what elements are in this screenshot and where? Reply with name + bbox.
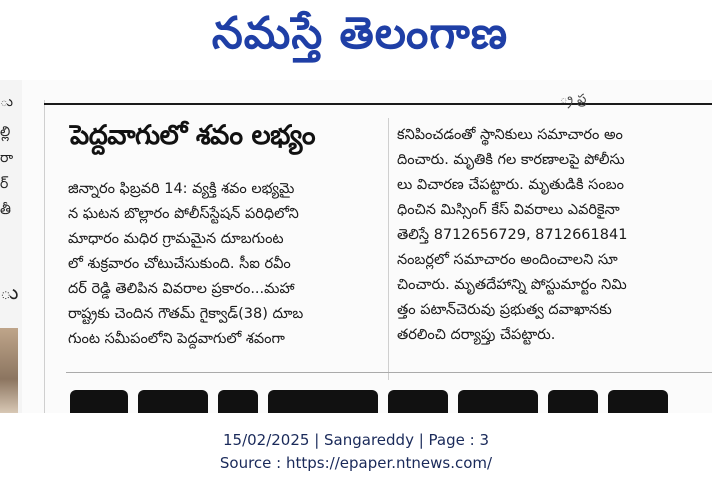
text-line: మాధారం మధిర గ్రామమైన దూబగుంట — [68, 231, 284, 247]
text-line: గుంట సమీపంలోని పెద్దవాగులో శవంగా — [68, 331, 285, 347]
article-bottom-rule — [66, 372, 712, 373]
fragment-text: రా — [0, 150, 14, 166]
text-line: దించారు. మృతికి గల కారణాలపై పోలీసు — [397, 152, 625, 168]
photo-fragment — [0, 328, 18, 413]
text-line: లు విచారణ చేపట్టారు. మృతుడికి సంబం — [397, 177, 624, 193]
text-line: తెలిస్తే 8712656729, 8712661841 — [397, 227, 628, 243]
text-line: త్తం పటాన్‌చెరువు ప్రభుత్వ దవాఖానకు — [397, 302, 612, 318]
next-article-headline-cropped — [70, 390, 710, 413]
column-divider — [44, 100, 45, 413]
top-fragment-text: ్ర ఫ్ర — [560, 92, 587, 107]
text-line: చించారు. మృతదేహాన్ని పోస్టుమార్టం నిమి — [397, 277, 627, 293]
text-line: న ఘటన బొల్లారం పోలీస్‌స్టేషన్ పరిధిలోని — [68, 206, 299, 222]
article-column-2 — [397, 123, 702, 348]
text-line: జిన్నారం ఫిబ్రవరి 14: వ్యక్తి శవం లభ్యమై — [68, 181, 295, 197]
fragment-text: ు — [0, 280, 19, 304]
newspaper-logo: నమస్తే తెలంగాణ — [211, 8, 509, 59]
caption-source-line: Source : https://epaper.ntnews.com/ — [219, 454, 493, 472]
section-rule — [44, 103, 712, 105]
left-column-fragment — [0, 80, 22, 413]
text-line: తరలించి దర్యాప్తు చేపట్టారు. — [397, 327, 556, 343]
article-column-1 — [68, 177, 380, 352]
caption-footer — [0, 413, 712, 493]
newspaper-clipping — [0, 80, 712, 413]
masthead — [0, 0, 712, 80]
text-line: రాష్ట్రకు చెందిన గౌతమ్ గైక్వాడ్(38) దూబ — [68, 306, 304, 322]
fragment-text: ల్లి — [0, 124, 11, 140]
fragment-text: తీ — [0, 202, 11, 218]
column-divider — [388, 118, 389, 380]
article-headline: పెద్దవాగులో శవం లభ్యం — [70, 120, 316, 151]
text-line: కనిపించడంతో స్థానికులు సమాచారం అం — [397, 127, 623, 143]
text-line: ధించిన మిస్సింగ్ కేస్ వివరాలు ఎవరికైనా — [397, 202, 620, 218]
fragment-text: ు — [0, 94, 13, 110]
text-line: దర్ రెడ్డి తెలిపిన వివరాల ప్రకారం...మహా — [68, 281, 295, 297]
caption-date-line: 15/02/2025 | Sangareddy | Page : 3 — [222, 431, 489, 449]
text-line: లో శుక్రవారం చోటుచేసుకుంది. సీఐ రవీం — [68, 256, 291, 272]
fragment-text: ర్ — [0, 176, 9, 192]
text-line: నంబర్లలో సమాచారం అందించాలని సూ — [397, 252, 618, 268]
